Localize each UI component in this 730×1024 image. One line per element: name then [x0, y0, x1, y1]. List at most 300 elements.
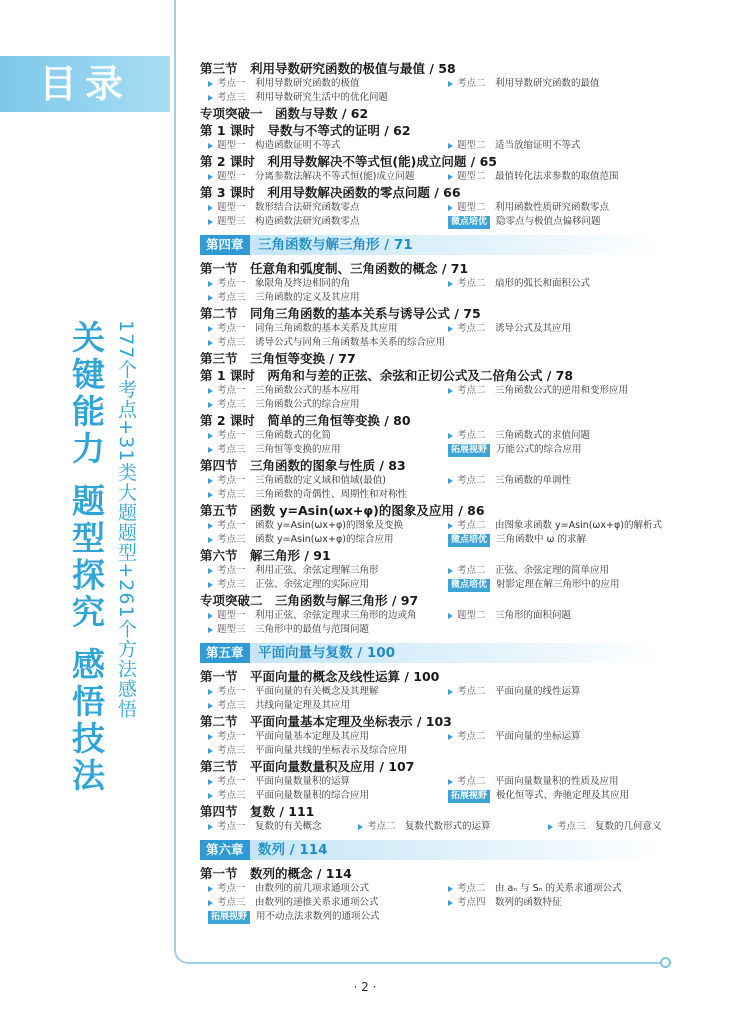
topic-spacer: [246, 699, 256, 713]
topic-row: [200, 170, 670, 184]
topic-row: [200, 730, 670, 744]
topic-label: 考点一: [217, 520, 246, 531]
topic-item[interactable]: [200, 578, 440, 592]
triangle-bullet-icon: [448, 388, 453, 394]
topic-label: 题型三: [217, 624, 246, 635]
topic-label: 考点一: [217, 430, 246, 441]
toc-section-entry[interactable]: 第二节 同角三角函数的基本关系与诱导公式 / 75: [200, 306, 481, 321]
topic-item[interactable]: [200, 789, 440, 803]
topic-badge: 微点培优: [448, 534, 490, 547]
topic-badge: 微点培优: [448, 579, 490, 592]
topic-badge: 拓展视野: [208, 911, 250, 924]
topic-item[interactable]: [440, 564, 670, 578]
topic-spacer: [246, 730, 256, 744]
triangle-bullet-icon: [448, 174, 453, 180]
topic-item[interactable]: [200, 77, 440, 91]
topic-spacer: [486, 882, 496, 896]
topic-item[interactable]: [200, 775, 440, 789]
topic-text: 极化恒等式、奔驰定理及其应用: [496, 790, 630, 801]
triangle-bullet-icon: [208, 582, 213, 588]
toc-section-entry[interactable]: 第三节 三角恒等变换 / 77: [200, 351, 356, 366]
toc-section-entry[interactable]: 第三节 利用导数研究函数的极值与最值 / 58: [200, 61, 456, 76]
topic-label: 考点二: [367, 821, 396, 832]
topic-text: 诱导公式及其应用: [495, 323, 572, 334]
topic-item[interactable]: [200, 488, 440, 502]
topic-label: 考点一: [217, 565, 246, 576]
topic-item[interactable]: [440, 474, 670, 488]
triangle-bullet-icon: [208, 886, 213, 892]
toc-section-entry[interactable]: 第四节 三角函数的图象与性质 / 83: [200, 458, 406, 473]
topic-text: 由 aₙ 与 Sₙ 的关系求通项公式: [495, 883, 622, 894]
topic-label: 考点三: [217, 790, 246, 801]
topic-text: 数列的函数特征: [495, 897, 562, 908]
topic-spacer: [246, 429, 256, 443]
triangle-bullet-icon: [448, 734, 453, 740]
topic-item[interactable]: [440, 519, 670, 533]
topic-text: 数形结合法研究函数零点: [255, 202, 360, 213]
topic-spacer: [486, 77, 496, 91]
topic-text: 分离参数法解决不等式恒(能)成立问题: [255, 171, 415, 182]
toc-section-entry[interactable]: 第 2 课时 利用导数解决不等式恒(能)成立问题 / 65: [200, 154, 497, 169]
sidebar-vertical-subtitle: 177个考点+31类大题题型+261个方法感悟: [115, 320, 137, 719]
topic-item[interactable]: [440, 685, 670, 699]
topic-item[interactable]: [440, 578, 670, 592]
triangle-bullet-icon: [208, 81, 213, 87]
topic-label: 考点一: [217, 278, 246, 289]
topic-spacer: [246, 139, 256, 153]
topic-text: 象限角及终边相同的角: [255, 278, 351, 289]
topic-text: 三角函数的单调性: [495, 475, 572, 486]
topic-spacer: [486, 775, 496, 789]
topic-item[interactable]: [200, 277, 440, 291]
topic-spacer: [486, 277, 496, 291]
topic-spacer: [246, 398, 256, 412]
topic-item[interactable]: [440, 730, 670, 744]
topic-row: [200, 820, 670, 834]
triangle-bullet-icon: [208, 388, 213, 394]
toc-section-entry[interactable]: 第 3 课时 利用导数解决函数的零点问题 / 66: [200, 185, 461, 200]
topic-text: 复数的有关概念: [255, 821, 322, 832]
toc-section-entry[interactable]: 第五节 函数 y=Asin(ωx+φ)的图象及应用 / 86: [200, 503, 485, 518]
topic-item[interactable]: [200, 170, 440, 184]
topic-item[interactable]: [200, 429, 440, 443]
topic-spacer: [246, 533, 256, 547]
topic-text: 共线向量定理及其应用: [255, 700, 351, 711]
toc-section-entry[interactable]: 第三节 平面向量数量积及应用 / 107: [200, 759, 415, 774]
topic-item[interactable]: [440, 429, 670, 443]
topic-label: 题型一: [217, 610, 246, 621]
triangle-bullet-icon: [208, 95, 213, 101]
chapter-number-tag: 第四章: [200, 235, 250, 255]
topic-badge: 拓展视野: [448, 790, 490, 803]
topic-item[interactable]: [200, 730, 440, 744]
topic-text: 平面向量数量积的综合应用: [255, 790, 370, 801]
topic-spacer: [246, 384, 256, 398]
topic-text: 三角恒等变换的应用: [255, 444, 341, 455]
topic-spacer: [246, 685, 256, 699]
topic-text: 诱导公式与同角三角函数基本关系的综合应用: [255, 337, 446, 348]
topic-label: 考点三: [217, 337, 246, 348]
topic-label: 考点三: [217, 399, 246, 410]
triangle-bullet-icon: [208, 219, 213, 225]
topic-text: 平面向量的坐标运算: [495, 731, 581, 742]
topic-label: 考点三: [217, 700, 246, 711]
topic-row: [200, 744, 670, 758]
topic-item[interactable]: [200, 443, 440, 457]
triangle-bullet-icon: [208, 447, 213, 453]
topic-label: 考点一: [217, 776, 246, 787]
topic-spacer: [246, 201, 256, 215]
topic-label: 考点二: [457, 430, 486, 441]
topic-item[interactable]: [200, 910, 440, 924]
topic-text: 利用正弦、余弦定理求三角形的边或角: [255, 610, 417, 621]
triangle-bullet-icon: [208, 627, 213, 633]
chapter-title: 平面向量与复数 / 100: [258, 645, 396, 661]
toc-section-entry[interactable]: 第四节 复数 / 111: [200, 804, 315, 819]
topic-text: 平面向量数量积的性质及应用: [495, 776, 619, 787]
topic-row: [200, 322, 670, 336]
topic-label: 考点三: [217, 579, 246, 590]
triangle-bullet-icon: [208, 340, 213, 346]
topic-text: 用不动点法求数列的通项公式: [256, 911, 380, 922]
triangle-bullet-icon: [448, 523, 453, 529]
triangle-bullet-icon: [358, 824, 363, 830]
topic-row: [200, 896, 670, 910]
topic-label: 考点一: [217, 385, 246, 396]
topic-text: 正弦、余弦定理的实际应用: [255, 579, 370, 590]
chapter-header[interactable]: [200, 235, 670, 255]
triangle-bullet-icon: [208, 613, 213, 619]
topic-label: 考点三: [217, 897, 246, 908]
toc-section-entry[interactable]: 第六节 解三角形 / 91: [200, 548, 331, 563]
topic-text: 平面向量的有关概念及其理解: [255, 686, 379, 697]
topic-text: 射影定理在解三角形中的应用: [496, 579, 620, 590]
topic-item[interactable]: [200, 384, 440, 398]
topic-text: 构造函数证明不等式: [255, 140, 341, 151]
triangle-bullet-icon: [448, 478, 453, 484]
triangle-bullet-icon: [208, 779, 213, 785]
triangle-bullet-icon: [208, 326, 213, 332]
triangle-bullet-icon: [448, 143, 453, 149]
topic-item[interactable]: [440, 277, 670, 291]
topic-label: 题型一: [217, 171, 246, 182]
toc-section-entry[interactable]: 第 1 课时 两角和与差的正弦、余弦和正切公式及二倍角公式 / 78: [200, 368, 574, 383]
triangle-bullet-icon: [448, 281, 453, 287]
topic-item[interactable]: [200, 215, 440, 229]
topic-row: [200, 775, 670, 789]
topic-row: [200, 685, 670, 699]
chapter-header[interactable]: [200, 840, 670, 860]
sidebar-vertical-title: 关键能力 题型探究 感悟技法: [67, 320, 106, 795]
topic-row: [200, 623, 670, 637]
toc-section-entry[interactable]: 第 1 课时 导数与不等式的证明 / 62: [200, 123, 411, 138]
topic-spacer: [246, 474, 256, 488]
topic-spacer: [246, 277, 256, 291]
topic-label: 考点二: [457, 475, 486, 486]
topic-item[interactable]: [200, 322, 440, 336]
triangle-bullet-icon: [448, 205, 453, 211]
topic-label: 考点二: [457, 385, 486, 396]
topic-row: [200, 77, 670, 91]
topic-text: 三角函数中 ω 的求解: [496, 534, 587, 545]
topic-text: 由数列的前几项求通项公式: [255, 883, 370, 894]
topic-text: 隐零点与极值点偏移问题: [496, 216, 601, 227]
topic-item[interactable]: [200, 398, 440, 412]
topic-text: 利用正弦、余弦定理解三角形: [255, 565, 379, 576]
topic-item[interactable]: [200, 564, 440, 578]
topic-spacer: [246, 623, 256, 637]
topic-text: 三角函数公式的逆用和变形应用: [495, 385, 629, 396]
triangle-bullet-icon: [208, 478, 213, 484]
topic-spacer: [246, 609, 256, 623]
topic-item[interactable]: [540, 820, 670, 834]
topic-row: [200, 564, 670, 578]
topic-row: [200, 384, 670, 398]
topic-text: 适当放缩证明不等式: [495, 140, 581, 151]
topic-text: 三角形中的最值与范围问题: [255, 624, 370, 635]
topic-spacer: [486, 139, 496, 153]
topic-row: [200, 882, 670, 896]
triangle-bullet-icon: [208, 793, 213, 799]
topic-row: [200, 488, 670, 502]
toc-section-entry[interactable]: 第 2 课时 简单的三角恒等变换 / 80: [200, 413, 411, 428]
toc-section-entry[interactable]: 专项突破一 函数与导数 / 62: [200, 106, 369, 121]
topic-text: 构造函数法研究函数零点: [255, 216, 360, 227]
topic-item[interactable]: [440, 322, 670, 336]
toc-section-entry[interactable]: 第一节 任意角和弧度制、三角函数的概念 / 71: [200, 261, 469, 276]
topic-item[interactable]: [440, 170, 670, 184]
toc-section-entry[interactable]: 第一节 平面向量的概念及线性运算 / 100: [200, 669, 440, 684]
topic-item[interactable]: [200, 474, 440, 488]
topic-text: 由数列的递推关系求通项公式: [255, 897, 379, 908]
topic-item[interactable]: [440, 896, 670, 910]
frame-corner-dot: [660, 957, 671, 968]
topic-row: [200, 443, 670, 457]
topic-text: 复数代数形式的运算: [405, 821, 491, 832]
topic-spacer: [486, 730, 496, 744]
topic-label: 题型一: [217, 140, 246, 151]
topic-row: [200, 609, 670, 623]
topic-item[interactable]: [440, 882, 670, 896]
topic-row: [200, 398, 670, 412]
topic-label: 考点二: [457, 883, 486, 894]
topic-item[interactable]: [350, 820, 540, 834]
topic-spacer: [486, 201, 496, 215]
topic-spacer: [396, 820, 406, 834]
topic-row: [200, 277, 670, 291]
topic-item[interactable]: [200, 519, 440, 533]
chapter-header[interactable]: [200, 643, 670, 663]
topic-label: 考点一: [217, 475, 246, 486]
topic-row: [200, 474, 670, 488]
topic-spacer: [246, 322, 256, 336]
contents-heading: 目录: [0, 56, 170, 112]
topic-label: 考点四: [457, 897, 486, 908]
topic-label: 考点三: [557, 821, 586, 832]
topic-spacer: [486, 322, 496, 336]
chapter-number-tag: 第六章: [200, 840, 250, 860]
topic-spacer: [246, 564, 256, 578]
topic-item[interactable]: [200, 291, 440, 305]
topic-label: 考点二: [457, 686, 486, 697]
topic-spacer: [486, 474, 496, 488]
topic-item[interactable]: [200, 91, 440, 105]
triangle-bullet-icon: [208, 174, 213, 180]
topic-spacer: [486, 170, 496, 184]
topic-text: 由图象求函数 y=Asin(ωx+φ)的解析式: [495, 520, 662, 531]
topic-item[interactable]: [200, 336, 446, 350]
topic-item[interactable]: [440, 609, 670, 623]
topic-item[interactable]: [200, 744, 440, 758]
topic-spacer: [246, 215, 256, 229]
topic-item[interactable]: [200, 820, 350, 834]
triangle-bullet-icon: [208, 748, 213, 754]
topic-label: 题型二: [457, 202, 486, 213]
topic-label: 考点二: [457, 323, 486, 334]
topic-label: 题型一: [217, 202, 246, 213]
toc-section-entry[interactable]: 第二节 平面向量基本定理及坐标表示 / 103: [200, 714, 452, 729]
topic-spacer: [486, 564, 496, 578]
topic-row: [200, 91, 670, 105]
topic-item[interactable]: [200, 609, 440, 623]
triangle-bullet-icon: [448, 900, 453, 906]
topic-row: [200, 519, 670, 533]
triangle-bullet-icon: [548, 824, 553, 830]
topic-row: [200, 578, 670, 592]
topic-spacer: [246, 775, 256, 789]
topic-spacer: [246, 820, 256, 834]
triangle-bullet-icon: [448, 81, 453, 87]
triangle-bullet-icon: [448, 886, 453, 892]
topic-label: 考点三: [217, 444, 246, 455]
topic-text: 平面向量共线的坐标表示及综合应用: [255, 745, 408, 756]
triangle-bullet-icon: [208, 824, 213, 830]
topic-label: 考点二: [457, 565, 486, 576]
triangle-bullet-icon: [208, 281, 213, 287]
topic-label: 考点二: [457, 731, 486, 742]
topic-item[interactable]: [440, 201, 670, 215]
topic-item[interactable]: [200, 139, 440, 153]
topic-text: 利用导数研究函数的极值: [255, 78, 360, 89]
topic-item[interactable]: [440, 77, 670, 91]
topic-badge: 微点培优: [448, 216, 490, 229]
topic-item[interactable]: [440, 139, 670, 153]
triangle-bullet-icon: [208, 295, 213, 301]
topic-text: 三角函数的定义域和值域(最值): [255, 475, 386, 486]
topic-item[interactable]: [200, 896, 440, 910]
topic-spacer: [246, 77, 256, 91]
topic-label: 考点二: [457, 78, 486, 89]
topic-label: 考点一: [217, 323, 246, 334]
topic-item[interactable]: [440, 789, 670, 803]
topic-spacer: [246, 744, 256, 758]
triangle-bullet-icon: [208, 734, 213, 740]
topic-row: [200, 429, 670, 443]
topic-row: [200, 291, 670, 305]
triangle-bullet-icon: [208, 568, 213, 574]
topic-row: [200, 789, 670, 803]
topic-text: 万能公式的综合应用: [496, 444, 582, 455]
topic-item[interactable]: [440, 775, 670, 789]
topic-text: 平面向量数量积的运算: [255, 776, 351, 787]
topic-text: 三角函数的奇偶性、周期性和对称性: [255, 489, 408, 500]
topic-label: 考点三: [217, 534, 246, 545]
topic-spacer: [246, 896, 256, 910]
triangle-bullet-icon: [208, 492, 213, 498]
topic-item[interactable]: [440, 533, 670, 547]
topic-text: 三角函数公式的基本应用: [255, 385, 360, 396]
triangle-bullet-icon: [448, 779, 453, 785]
triangle-bullet-icon: [208, 402, 213, 408]
topic-spacer: [246, 443, 256, 457]
topic-label: 考点一: [217, 731, 246, 742]
topic-label: 考点二: [457, 520, 486, 531]
topic-label: 考点一: [217, 686, 246, 697]
topic-spacer: [246, 789, 256, 803]
topic-label: 考点一: [217, 78, 246, 89]
topic-text: 利用导数研究生活中的优化问题: [255, 92, 389, 103]
topic-text: 正弦、余弦定理的简单应用: [495, 565, 610, 576]
topic-item[interactable]: [440, 215, 670, 229]
topic-spacer: [486, 429, 496, 443]
topic-text: 三角函数式的化简: [255, 430, 332, 441]
topic-item[interactable]: [200, 201, 440, 215]
sidebar: [0, 0, 180, 1024]
topic-label: 考点三: [217, 92, 246, 103]
topic-item[interactable]: [440, 443, 670, 457]
topic-text: 函数 y=Asin(ωx+φ)的综合应用: [255, 534, 394, 545]
table-of-contents: [200, 60, 670, 924]
topic-label: 题型二: [457, 171, 486, 182]
topic-spacer: [246, 488, 256, 502]
triangle-bullet-icon: [208, 205, 213, 211]
topic-spacer: [486, 384, 496, 398]
topic-spacer: [246, 336, 256, 350]
topic-text: 三角形的面积问题: [495, 610, 572, 621]
topic-text: 三角函数的定义及其应用: [255, 292, 360, 303]
topic-text: 扇形的弧长和面积公式: [495, 278, 591, 289]
topic-item[interactable]: [200, 623, 440, 637]
triangle-bullet-icon: [208, 703, 213, 709]
topic-spacer: [486, 609, 496, 623]
topic-item[interactable]: [440, 384, 670, 398]
topic-row: [200, 533, 670, 547]
topic-row: [200, 139, 670, 153]
topic-item[interactable]: [200, 533, 440, 547]
topic-label: 考点三: [217, 292, 246, 303]
topic-item[interactable]: [200, 882, 440, 896]
topic-row: [200, 201, 670, 215]
topic-label: 考点一: [217, 821, 246, 832]
topic-badge: 拓展视野: [448, 444, 490, 457]
chapter-title: 三角函数与解三角形 / 71: [258, 237, 413, 253]
triangle-bullet-icon: [448, 689, 453, 695]
triangle-bullet-icon: [448, 613, 453, 619]
triangle-bullet-icon: [208, 900, 213, 906]
topic-row: [200, 910, 670, 924]
toc-section-entry[interactable]: 第一节 数列的概念 / 114: [200, 866, 352, 881]
topic-text: 函数 y=Asin(ωx+φ)的图象及变换: [255, 520, 403, 531]
triangle-bullet-icon: [208, 689, 213, 695]
triangle-bullet-icon: [208, 537, 213, 543]
triangle-bullet-icon: [448, 326, 453, 332]
toc-section-entry[interactable]: 专项突破二 三角函数与解三角形 / 97: [200, 593, 419, 608]
topic-spacer: [486, 896, 496, 910]
topic-item[interactable]: [200, 699, 440, 713]
topic-item[interactable]: [200, 685, 440, 699]
topic-spacer: [246, 882, 256, 896]
topic-text: 最值转化法求参数的取值范围: [495, 171, 619, 182]
